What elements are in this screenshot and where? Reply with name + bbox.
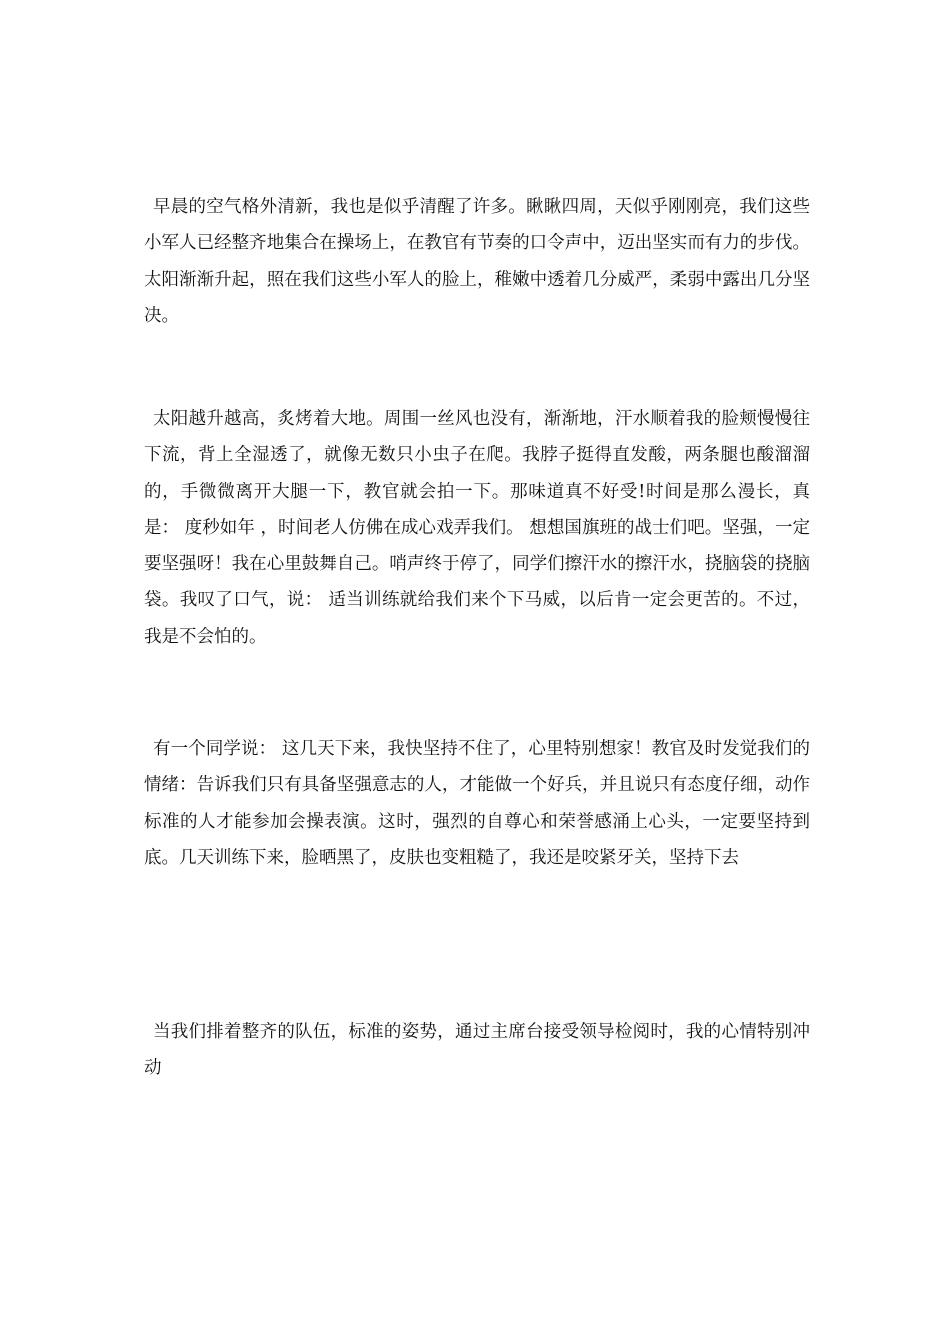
paragraph-classmate-homesick: 有一个同学说： 这几天下来，我快坚持不住了，心里特别想家！教官及时发觉我们的情绪：告诉我们只有具备坚强意志的人，才能做一个好兵，并且说只有态度仔细，动作标准的人才能参加会操表演。这时，强烈的自尊心和荣誉感涌上心头，一定要坚持到底。几天训练下来，脸晒黑了，皮肤也变粗糙了，我还是咬紧牙关，坚持下去: [144, 739, 810, 868]
paragraph-morning-drill: 早晨的空气格外清新，我也是似乎清醒了许多。瞅瞅四周，天似乎刚刚亮，我们这些小军人已经整齐地集合在操场上，在教官有节奏的口令声中，迈出坚实而有力的步伐。太阳渐渐升起，照在我们这些小军人的脸上，稚嫩中透着几分威严，柔弱中露出几分坚决。: [144, 197, 810, 326]
paragraph-review-parade: 当我们排着整齐的队伍，标准的姿势，通过主席台接受领导检阅时，我的心情特别冲动: [144, 1022, 810, 1079]
paragraph-sun-training: 太阳越升越高，炙烤着大地。周围一丝风也没有，渐渐地，汗水顺着我的脸颊慢慢往下流，背上全湿透了，就像无数只小虫子在爬。我脖子挺得直发酸，两条腿也酸溜溜的，手微微离开大腿一下，教官就会拍一下。那味道真不好受!时间是那么漫长，真是： 度秒如年 ，时间老人仿佛在成心戏弄我们。 想想国旗班的战士们吧。坚强，一定要坚强呀！我在心里鼓舞自己。哨声终于停了，同学们擦汗水的擦汗水，挠脑袋的挠脑袋。我叹了口气，说： 适当训练就给我们来个下马威，以后肯一定会更苦的。不过，我是不会怕的。: [144, 409, 810, 647]
